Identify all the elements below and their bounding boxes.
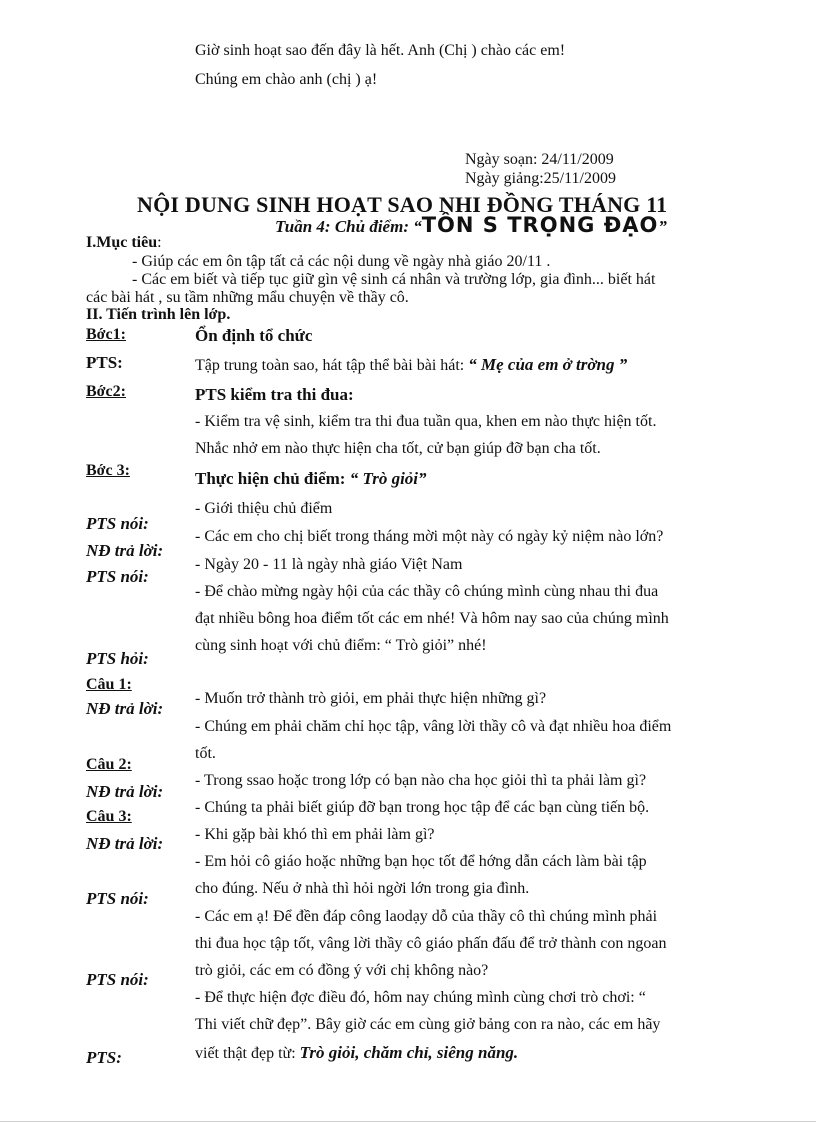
page-title: NỘI DUNG SINH HOẠT SAO NHI ĐỒNG THÁNG 11	[137, 192, 668, 217]
content-line: - Các em cho chị biết trong tháng mời một này có ngày kỷ niệm nào lớn?	[195, 528, 664, 545]
content-line: cho đúng. Nếu ở nhà thì hỏi ngời lớn trong gia đình.	[195, 880, 530, 897]
section-1-heading: I.Mục tiêu:	[86, 234, 162, 251]
check-line-2: Nhắc nhở em nào thực hiện cha tốt, cử bạn giúp đỡ bạn cha tốt.	[195, 440, 601, 457]
theme-tro-gioi: “ Trò giỏi”	[349, 469, 427, 488]
label-nd-tra-loi-3: NĐ trả lời:	[86, 782, 164, 801]
objective-line-1: - Giúp các em ôn tập tất cả các nội dung về ngày nhà giáo 20/11 .	[132, 253, 551, 270]
content-line: - Để thực hiện đợc điều đó, hôm nay chúng mình cùng chơi trò chơi: “	[195, 989, 646, 1006]
label-question-2: Câu 2:	[86, 756, 132, 773]
content-line: - Các em ạ! Để đền đáp công laodạy dỗ của thầy cô thì chúng mình phải	[195, 908, 658, 925]
objective-line-2: - Các em biết và tiếp tục giữ gìn vệ sinh cá nhân và trường lớp, gia đình... biết hát	[132, 271, 656, 288]
label-pts-noi-4: PTS nói:	[86, 970, 149, 989]
content-line: - Chúng em phải chăm chỉ học tập, vâng lời thầy cô và đạt nhiều hoa điểm	[195, 718, 672, 735]
label-nd-tra-loi-1: NĐ trả lời:	[86, 541, 164, 560]
check-line-1: - Kiểm tra vệ sinh, kiểm tra thi đua tuần qua, khen em nào thực hiện tốt.	[195, 413, 657, 430]
label-nd-tra-loi-2: NĐ trả lời:	[86, 699, 164, 718]
step-1-title: Ổn định tổ chức	[195, 326, 313, 345]
content-line: - Để chào mừng ngày hội của các thầy cô chúng mình cùng nhau thi đua	[195, 583, 659, 600]
date-taught: Ngày giảng:25/11/2009	[465, 170, 616, 187]
label-step-2: Bớc2:	[86, 383, 126, 400]
content-line: - Trong ssao hoặc trong lớp có bạn nào cha học giỏi thì ta phải làm gì?	[195, 772, 647, 789]
song-title: “ Mẹ của em ở trờng ”	[468, 355, 628, 374]
content-line: - Chúng ta phải biết giúp đỡ bạn trong học tập để các bạn cùng tiến bộ.	[195, 799, 650, 816]
content-line: - Khi gặp bài khó thì em phải làm gì?	[195, 826, 435, 843]
label-pts-noi-2: PTS nói:	[86, 567, 149, 586]
content-line: thi đua học tập tốt, vâng lời thầy cô giáo phấn đấu để trở thành con ngoan	[195, 935, 667, 952]
label-pts-noi-3: PTS nói:	[86, 889, 149, 908]
objective-line-3: các bài hát , su tầm những mẩu chuyện về thầy cô.	[86, 289, 409, 306]
step-2-title: PTS kiểm tra thi đua:	[195, 385, 354, 404]
content-line: Thi viết chữ đẹp”. Bây giờ các em cùng giở bảng con ra nào, các em hãy	[195, 1016, 661, 1033]
label-pts-hoi: PTS hỏi:	[86, 649, 149, 668]
label-question-3: Câu 3:	[86, 808, 132, 825]
content-line: viết thật đẹp từ: Trò giỏi, chăm chỉ, siêng năng.	[195, 1043, 519, 1062]
subtitle	[275, 213, 667, 237]
subtitle-suffix: ”	[658, 217, 667, 236]
intro-line-1: Giờ sinh hoạt sao đến đây là hết. Anh (Chị ) chào các em!	[195, 42, 566, 59]
content-line: trò giỏi, các em có đồng ý với chị không nào?	[195, 962, 489, 979]
intro-line-2: Chúng em chào anh (chị ) ạ!	[195, 71, 378, 88]
content-line: cùng sinh hoạt với chủ điểm: “ Trò giỏi” nhé!	[195, 637, 487, 654]
label-step-3: Bớc 3:	[86, 462, 130, 479]
label-question-1: Câu 1:	[86, 676, 132, 693]
step-3-title: Thực hiện chủ điểm: “ Trò giỏi”	[195, 469, 427, 488]
page-bottom-edge	[0, 1121, 816, 1122]
gather-line: Tập trung toàn sao, hát tập thể bài bài hát: “ Mẹ của em ở trờng ”	[195, 355, 628, 374]
content-line: tốt.	[195, 745, 216, 762]
practice-words: Trò giỏi, chăm chỉ, siêng năng.	[299, 1043, 519, 1062]
label-nd-tra-loi-4: NĐ trả lời:	[86, 834, 164, 853]
label-pts-2: PTS:	[86, 1048, 122, 1067]
label-step-1: Bớc1:	[86, 326, 126, 343]
content-line: - Giới thiệu chủ điểm	[195, 500, 333, 517]
content-line: - Ngày 20 - 11 là ngày nhà giáo Việt Nam	[195, 556, 463, 573]
section-2-heading: II. Tiến trình lên lớp.	[86, 306, 231, 323]
theme-handwritten: TÔN S TRỌNG ĐẠO	[421, 213, 659, 237]
label-pts-1: PTS:	[86, 353, 123, 372]
subtitle-prefix: Tuần 4: Chủ điểm: “	[275, 217, 422, 236]
date-prepared: Ngày soạn: 24/11/2009	[465, 151, 614, 168]
label-pts-noi-1: PTS nói:	[86, 514, 149, 533]
content-line: đạt nhiều bông hoa điểm tốt các em nhé! Và hôm nay sao của chúng mình	[195, 610, 669, 627]
content-line: - Em hỏi cô giáo hoặc những bạn học tốt để hớng dẫn cách làm bài tập	[195, 853, 647, 870]
content-line: - Muốn trở thành trò giỏi, em phải thực hiện những gì?	[195, 690, 547, 707]
